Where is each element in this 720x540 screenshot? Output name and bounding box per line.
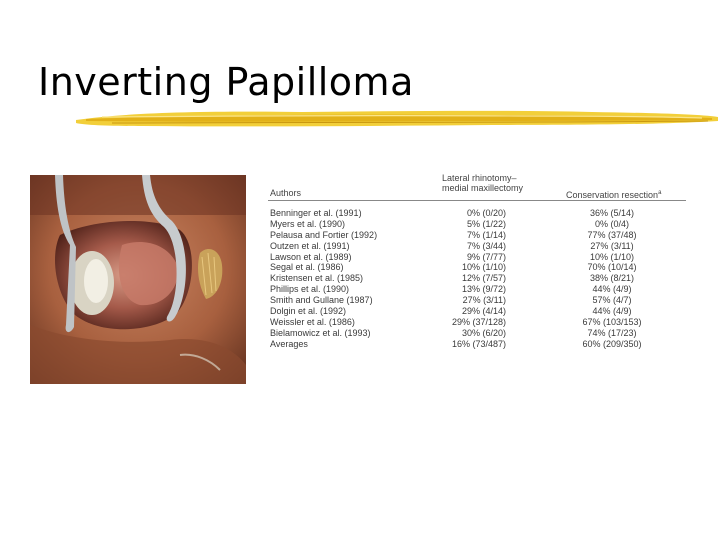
header-conservation-label: Conservation resection xyxy=(566,190,659,200)
header-lateral-line2: medial maxillectomy xyxy=(442,183,524,193)
cell-author: Dolgin et al. (1992) xyxy=(270,306,347,317)
table-row xyxy=(262,273,690,284)
cell-author: Phillips et al. (1990) xyxy=(270,284,350,295)
cell-author: Myers et al. (1990) xyxy=(270,218,346,229)
table-row xyxy=(262,241,690,252)
header-conservation-footnote: a xyxy=(658,190,662,196)
cell-author: Outzen et al. (1991) xyxy=(270,240,350,251)
cell-lateral: 29% (37/128) xyxy=(451,316,506,327)
table-row xyxy=(262,317,690,328)
recurrence-table xyxy=(262,170,690,385)
table-row xyxy=(262,208,690,219)
table-row xyxy=(262,252,690,263)
cell-lateral: 9% (7/77) xyxy=(466,251,506,262)
cell-author: Kristensen et al. (1985) xyxy=(270,273,364,284)
cell-author: Averages xyxy=(270,338,308,349)
header-authors: Authors xyxy=(270,188,302,198)
cell-lateral: 16% (73/487) xyxy=(451,338,506,349)
table-row xyxy=(262,284,690,295)
table-row xyxy=(262,219,690,230)
table-row xyxy=(262,262,690,273)
header-lateral-line1: Lateral rhinotomy– xyxy=(442,173,517,183)
cell-lateral: 29% (4/14) xyxy=(461,306,506,317)
cell-lateral: 0% (0/20) xyxy=(466,208,506,218)
header-conservation-resection xyxy=(566,188,661,200)
cell-conservative: 77% (37/48) xyxy=(587,229,637,240)
cell-conservative: 57% (4/7) xyxy=(592,295,632,306)
cell-conservative: 44% (4/9) xyxy=(592,306,632,317)
table-row xyxy=(262,339,690,350)
cell-author: Smith and Gullane (1987) xyxy=(270,295,373,306)
table-row xyxy=(262,230,690,241)
cell-conservative: 44% (4/9) xyxy=(592,284,632,295)
cell-lateral: 13% (9/72) xyxy=(461,284,506,295)
cell-author: Segal et al. (1986) xyxy=(270,262,344,273)
header-lateral-rhinotomy xyxy=(442,173,552,193)
cell-lateral: 7% (3/44) xyxy=(466,240,506,251)
cell-conservative: 60% (209/350) xyxy=(582,338,642,349)
table-row xyxy=(262,328,690,339)
cell-conservative: 10% (1/10) xyxy=(589,251,635,262)
cell-lateral: 10% (1/10) xyxy=(461,262,506,273)
header-rule xyxy=(268,200,686,201)
table-header xyxy=(262,170,690,202)
nasal-surgery-photo xyxy=(30,175,246,384)
cell-author: Benninger et al. (1991) xyxy=(270,208,362,218)
cell-lateral: 5% (1/22) xyxy=(466,218,506,229)
table-row xyxy=(262,306,690,317)
cell-author: Bielamowicz et al. (1993) xyxy=(270,327,371,338)
cell-lateral: 7% (1/14) xyxy=(466,229,506,240)
cell-conservative: 74% (17/23) xyxy=(587,327,637,338)
cell-conservative: 36% (5/14) xyxy=(589,208,635,218)
table-row xyxy=(262,295,690,306)
cell-author: Weissler et al. (1986) xyxy=(270,316,355,327)
cell-conservative: 67% (103/153) xyxy=(582,316,642,327)
cell-conservative: 0% (0/4) xyxy=(594,218,629,229)
slide-title: Inverting Papilloma xyxy=(38,60,414,104)
title-underline-brushstroke xyxy=(72,106,720,130)
cell-author: Lawson et al. (1989) xyxy=(270,251,352,262)
cell-author: Pelausa and Fortier (1992) xyxy=(270,229,378,240)
cell-lateral: 12% (7/57) xyxy=(461,273,506,284)
cell-conservative: 70% (10/14) xyxy=(587,262,637,273)
table-body xyxy=(262,208,690,350)
cell-lateral: 30% (6/20) xyxy=(461,327,506,338)
cell-lateral: 27% (3/11) xyxy=(462,295,506,306)
cell-conservative: 38% (8/21) xyxy=(589,273,635,284)
cell-conservative: 27% (3/11) xyxy=(590,240,634,251)
